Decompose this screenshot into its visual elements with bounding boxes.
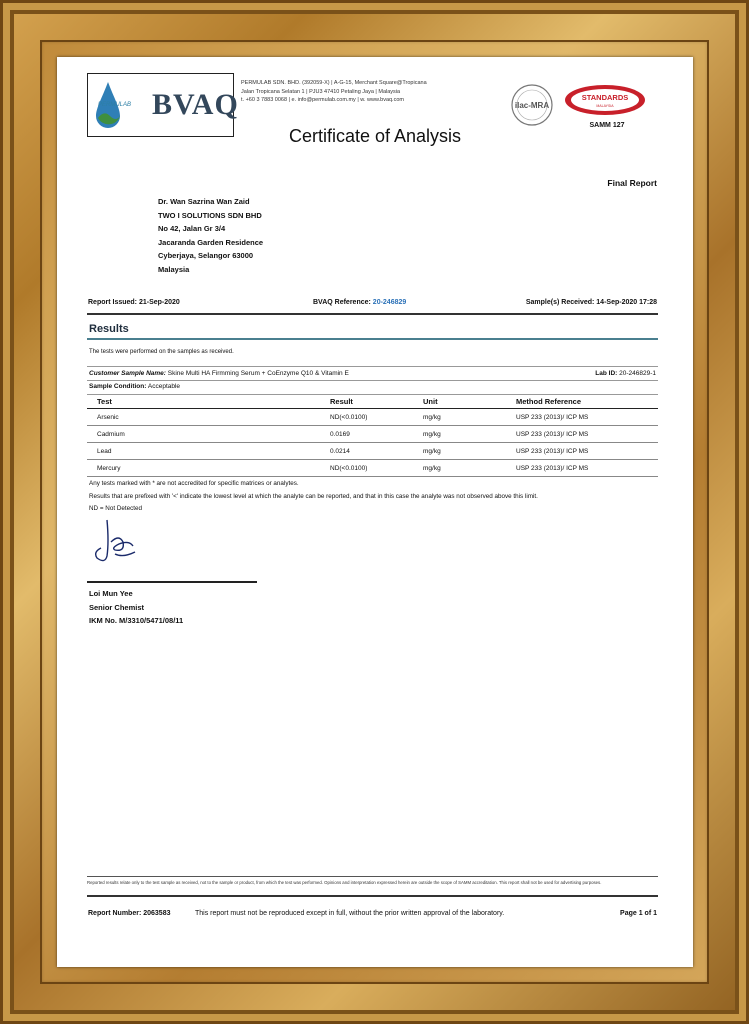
recipient-line: No 42, Jalan Gr 3/4 bbox=[158, 224, 226, 233]
page-number: Page 1 of 1 bbox=[620, 910, 657, 917]
cell-result: ND(<0.0100) bbox=[326, 409, 419, 426]
final-report-label: Final Report bbox=[607, 178, 657, 188]
company-line: t. +60 3 7883 0068 | e. info@permulab.com.my | w. www.bvaq.com bbox=[241, 97, 404, 103]
recipient-line: Malaysia bbox=[158, 264, 190, 274]
ilac-mra-logo bbox=[509, 83, 555, 127]
bvaq-reference-label: BVAQ Reference: bbox=[313, 299, 371, 306]
cell-method: USP 233 (2013)/ ICP MS bbox=[512, 409, 658, 426]
column-header: Unit bbox=[419, 395, 512, 409]
results-intro: The tests were performed on the samples as received. bbox=[89, 349, 234, 355]
logo-tagline: PERMULAB bbox=[98, 102, 132, 108]
footer-disclaimer: Reported results relate only to the test sample as received, not to the sample or product, from which the test was performed. Opinions and interpretation expressed herein are outside the scope of SAMM accreditation. This report shall not be used for advertising purposes. bbox=[87, 880, 602, 885]
bvaq-reference-value: 20-246829 bbox=[372, 299, 407, 306]
results-table bbox=[87, 394, 658, 477]
cell-unit: mg/kg bbox=[419, 460, 512, 477]
recipient-line: Jacaranda Garden Residence bbox=[158, 237, 264, 247]
signer-block bbox=[89, 587, 183, 628]
cell-test: Arsenic bbox=[87, 409, 326, 426]
cell-method: USP 233 (2013)/ ICP MS bbox=[512, 460, 658, 477]
sample-name-value: Skine Multi HA Firmming Serum + CoEnzyme Q10 & Vitamin E bbox=[167, 370, 349, 377]
table-row bbox=[87, 460, 658, 477]
company-line: Jalan Tropicana Selatan 1 | PJU3 47410 Petaling Jaya | Malaysia bbox=[241, 88, 401, 95]
table-row bbox=[87, 426, 658, 443]
cell-test: Cadmium bbox=[87, 426, 326, 443]
cell-method: USP 233 (2013)/ ICP MS bbox=[512, 426, 658, 443]
cell-unit: mg/kg bbox=[419, 443, 512, 460]
cell-method: USP 233 (2013)/ ICP MS bbox=[512, 443, 658, 460]
company-address bbox=[241, 79, 481, 105]
cell-test: Mercury bbox=[87, 460, 326, 477]
sample-condition-value: Acceptable bbox=[147, 383, 181, 390]
sample-received: Sample(s) Received: 14-Sep-2020 17:28 bbox=[525, 299, 657, 306]
signature-line bbox=[87, 581, 257, 583]
company-line: PERMULAB SDN. BHD. (392059-X) | A-G-15, Merchant Square@Tropicana bbox=[241, 80, 427, 86]
divider bbox=[87, 895, 658, 897]
cell-test: Lead bbox=[87, 443, 326, 460]
standards-malaysia-logo bbox=[563, 83, 647, 117]
result-notes bbox=[89, 478, 538, 516]
report-number: Report Number: 2063583 bbox=[88, 910, 171, 917]
note-line: Results that are prefixed with '<' indicate the lowest level at which the analyte can be reported, and that in this case the analyte was not observed above this limit. bbox=[89, 492, 538, 500]
signature-image bbox=[89, 512, 149, 572]
lab-id-label: Lab ID: bbox=[595, 370, 618, 377]
certificate-page bbox=[57, 57, 693, 967]
signer-role: Senior Chemist bbox=[89, 602, 145, 612]
recipient-line: Dr. Wan Sazrina Wan Zaid bbox=[158, 197, 250, 206]
lab-id-value: 20-246829-1 bbox=[619, 370, 656, 377]
recipient-address bbox=[158, 195, 263, 276]
recipient-line: TWO I SOLUTIONS SDN BHD bbox=[158, 210, 262, 220]
note-line: Any tests marked with * are not accredited for specific matrices or analytes. bbox=[89, 480, 299, 487]
lab-id bbox=[595, 370, 656, 377]
cell-result: ND(<0.0100) bbox=[326, 460, 419, 477]
signer-ikm: IKM No. M/3310/5471/08/11 bbox=[89, 616, 184, 625]
results-heading: Results bbox=[89, 323, 129, 335]
report-issued: Report Issued: 21-Sep-2020 bbox=[88, 299, 180, 306]
table-header-row bbox=[87, 395, 658, 409]
divider bbox=[87, 313, 658, 315]
reproduction-notice: This report must not be reproduced except in full, without the prior written approval of the laboratory. bbox=[195, 910, 505, 917]
ilac-label: ilac-MRA bbox=[514, 101, 550, 110]
cell-result: 0.0169 bbox=[326, 426, 419, 443]
cell-result: 0.0214 bbox=[326, 443, 419, 460]
logo-text: BVAQ bbox=[152, 88, 239, 121]
sample-condition-label: Sample Condition: bbox=[89, 383, 147, 390]
recipient-line: Cyberjaya, Selangor 63000 bbox=[158, 251, 254, 260]
bvaq-reference bbox=[313, 299, 406, 306]
signer-name: Loi Mun Yee bbox=[89, 589, 133, 598]
samm-number: SAMM 127 bbox=[589, 122, 625, 129]
standards-sub: MALAYSIA bbox=[596, 104, 614, 108]
cell-unit: mg/kg bbox=[419, 426, 512, 443]
column-header: Method Reference bbox=[512, 395, 658, 409]
sample-name-label: Customer Sample Name: bbox=[89, 370, 166, 377]
table-row bbox=[87, 409, 658, 426]
sample-bar bbox=[87, 366, 658, 381]
sample-condition bbox=[89, 383, 180, 390]
page-title: Certificate of Analysis bbox=[288, 126, 462, 146]
cell-unit: mg/kg bbox=[419, 409, 512, 426]
table-row bbox=[87, 443, 658, 460]
column-header: Result bbox=[326, 395, 419, 409]
note-line: ND = Not Detected bbox=[89, 505, 143, 512]
divider bbox=[87, 338, 658, 340]
standards-label: STANDARDS bbox=[581, 93, 629, 102]
column-header: Test bbox=[87, 395, 326, 409]
divider bbox=[87, 876, 658, 877]
sample-name bbox=[89, 370, 349, 377]
